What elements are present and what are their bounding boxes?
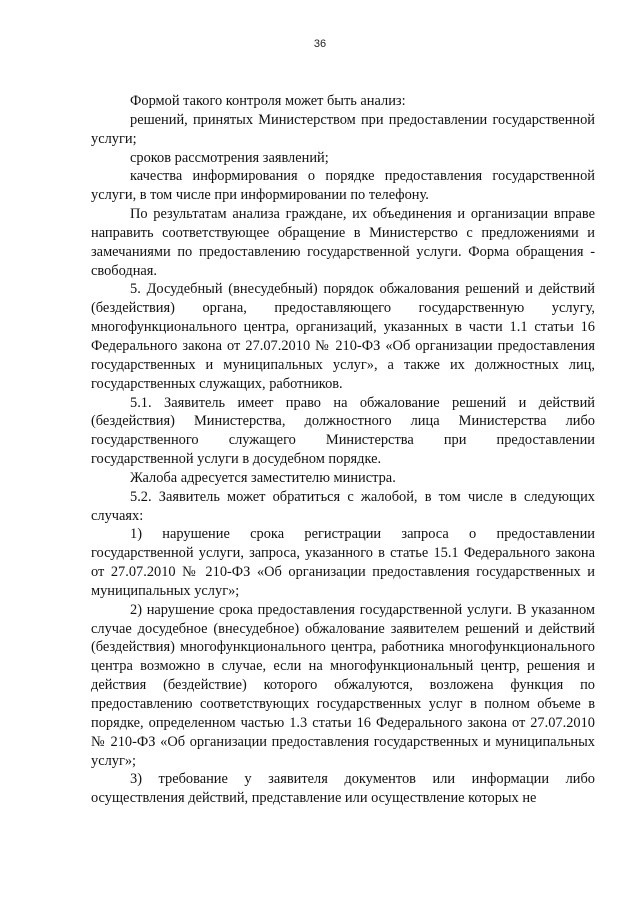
page-number: 36 xyxy=(313,38,327,50)
paragraph-control-form: Формой такого контроля может быть анализ: xyxy=(130,93,406,109)
paragraph-case-1: 1) нарушение срока регистрации запроса о предоставлении государственной услуги, запроса, указанного в статье 15.1 Федерального закона от 27.07.2010 № 210-ФЗ «Об организации предоставления государственных и муниципальных услуг»; xyxy=(91,526,595,599)
paragraph-case-2: 2) нарушение срока предоставления государственной услуги. В указанном случае досудебное (внесудебное) обжалование заявителем решений и действий (бездействия) многофункционального центра, работника многофункционального центра возможно в случае, если на многофункциональный центр, решения и действия (бездействие) которого обжалуются, возложена функция по предоставлению соответствующих государственных услуг в полном объеме в порядке, определенном частью 1.3 статьи 16 Федерального закона от 27.07.2010 № 210-ФЗ «Об организации предоставления государственных и муниципальных услуг»; xyxy=(91,601,595,769)
paragraph-review-terms: сроков рассмотрения заявлений; xyxy=(130,149,329,166)
paragraph-case-3: 3) требование у заявителя документов или информации либо осуществления действий, представление или осуществление которых не xyxy=(91,771,595,807)
document-body xyxy=(91,92,595,808)
paragraph-section-5: 5. Досудебный (внесудебный) порядок обжалования решений и действий (бездействия) органа, предоставляющего государственную услугу, многофункционального центра, организаций, указанных в части 1.1 статьи 16 Федерального закона от 27.07.2010 № 210-ФЗ «Об организации предоставления государственных и муниципальных услуг», а также их должностных лиц, государственных служащих, работников. xyxy=(91,281,595,392)
paragraph-decisions: решений, принятых Министерством при предоставлении государственной услуги; xyxy=(91,111,595,147)
paragraph-informing-quality: качества информирования о порядке предоставления государственной услуги, в том числе при информировании по телефону. xyxy=(91,168,595,204)
paragraph-section-5-2: 5.2. Заявитель может обратиться с жалобой, в том числе в следующих случаях: xyxy=(91,488,595,524)
paragraph-section-5-1: 5.1. Заявитель имеет право на обжалование решений и действий (бездействия) Министерства, должностного лица Министерства либо государственного служащего Министерства при предоставлении государственной услуги в досудебном порядке. xyxy=(91,394,595,468)
paragraph-complaint-addressee: Жалоба адресуется заместителю министра. xyxy=(130,469,396,486)
paragraph-analysis-results: По результатам анализа граждане, их объединения и организации вправе направить соответствующее обращение в Министерство с предложениями и замечаниями по предоставлению государственной услуги. Форма обращения - свободная. xyxy=(91,206,595,279)
